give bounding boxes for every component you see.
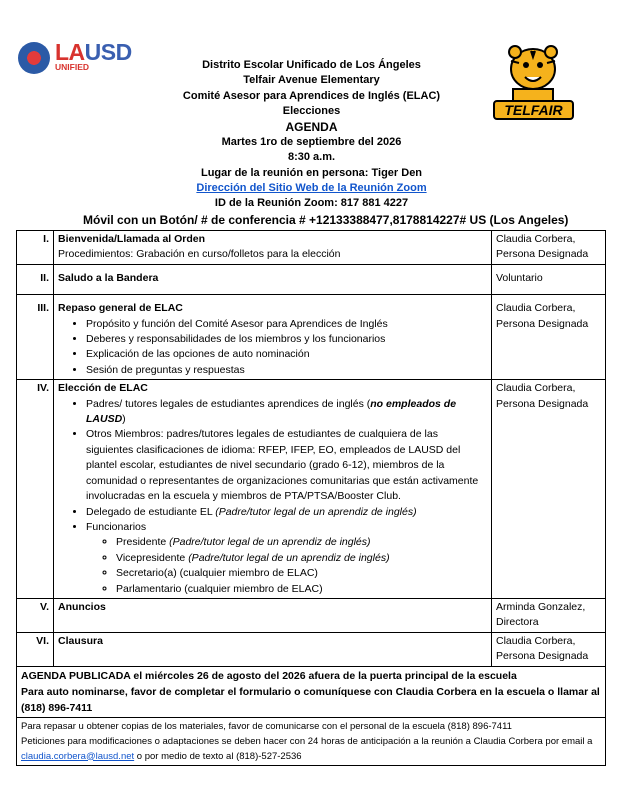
nomination-notice: Para auto nominarse, favor de completar el formulario o comuníquese con Claudia Corbera en la escuela o llamar al (818) 896-7411	[21, 685, 600, 714]
accommodations-note: Peticiones para modificaciones o adaptaciones se deben hacer con 24 horas de anticipación a la reunión a Claudia Corbera por email a claudia.corbera@lausd.net o por medio de texto al (818)-527-2536	[21, 735, 593, 762]
row-title: Clausura	[58, 634, 103, 647]
presenter-role: Persona Designada	[496, 248, 589, 261]
presenter-name: Arminda Gonzalez,	[496, 600, 586, 613]
presenter-role: Persona Designada	[496, 650, 589, 663]
meeting-date: Martes 1ro de septiembre del 2026	[221, 136, 402, 149]
footer-notice-row	[17, 666, 606, 717]
email-link[interactable]: claudia.corbera@lausd.net	[21, 750, 135, 762]
meeting-time: 8:30 a.m.	[287, 151, 336, 164]
sub-list-item: ◦ Parlamentario (cualquier miembro de ELAC)	[116, 582, 487, 597]
zoom-link[interactable]: Dirección del Sitio Web de la Reunión Zoom	[196, 182, 427, 195]
row-detail: Procedimientos: Grabación en curso/folletos para la elección	[58, 248, 341, 261]
list-item: • Propósito y función del Comité Asesor para Aprendices de Inglés	[86, 317, 487, 332]
sub-list-item: ◦ Secretario(a) (cualquier miembro de ELAC)	[116, 566, 487, 581]
event-name: Elecciones	[282, 104, 341, 117]
agenda-table	[16, 230, 606, 766]
meeting-location: Lugar de la reunión en persona: Tiger Den	[200, 166, 423, 179]
row-title: Saludo a la Bandera	[58, 271, 159, 284]
committee-name: Comité Asesor para Aprendices de Inglés (ELAC)	[182, 89, 441, 102]
row-title: Elección de ELAC	[58, 382, 148, 395]
row-title: Bienvenida/Llamada al Orden	[58, 233, 206, 245]
presenter-role: Directora	[496, 616, 539, 629]
footer-info-row	[17, 717, 606, 765]
list-item: • Sesión de preguntas y respuestas	[86, 363, 487, 378]
presenter-name: Claudia Corbera,	[496, 382, 576, 395]
agenda-row-3	[17, 295, 606, 380]
list-item: • Otros Miembros: padres/tutores legales de estudiantes de cualquiera de las siguientes clasificaciones de idioma: RFEP, IFEP, EO, empleados de LAUSD del plantel escolar, estudiantes de nivel secundario (grado 6-12), miembros de la comunidad o representantes de organizaciones comunitarias que están activamente involucradas en la escuela y miembros de PTA/PTSA/Booster Club.	[86, 427, 487, 504]
lausd-logo: LAUSD UNIFIED	[18, 42, 142, 76]
agenda-row-2	[17, 264, 606, 294]
materials-note: Para repasar u obtener copias de los materiales, favor de comunicarse con el personal de la escuela (818) 896-7411	[21, 720, 512, 732]
presenter-role: Persona Designada	[496, 317, 589, 330]
agenda-row-6	[17, 632, 606, 666]
list-item: • Deberes y responsabilidades de los miembros y los funcionarios	[86, 332, 487, 347]
sub-list-item: ◦ Vicepresidente (Padre/tutor legal de un aprendiz de inglés)	[116, 551, 487, 566]
presenter-name: Voluntario	[496, 271, 543, 284]
phone-conference: Móvil con un Botón/ # de conferencia # +12133388477,8178814227# US (Los Angeles)	[83, 213, 569, 227]
agenda-row-1	[17, 231, 606, 265]
row-number: IV.	[17, 380, 54, 599]
row-title: Repaso general de ELAC	[58, 302, 183, 315]
row-number: VI.	[17, 632, 54, 666]
sub-list-item: ◦ Presidente (Padre/tutor legal de un aprendiz de inglés)	[116, 535, 487, 550]
agenda-row-4	[17, 380, 606, 599]
row-number: II.	[17, 264, 54, 294]
row-title: Anuncios	[58, 600, 106, 613]
publish-notice: AGENDA PUBLICADA el miércoles 26 de agosto del 2026 afuera de la puerta principal de la escuela	[21, 669, 517, 682]
district-name: Distrito Escolar Unificado de Los Ángeles	[202, 59, 421, 71]
svg-text:TELFAIR: TELFAIR	[504, 102, 563, 118]
presenter-role: Persona Designada	[496, 397, 589, 410]
zoom-id: ID de la Reunión Zoom: 817 881 4227	[214, 197, 409, 210]
row-number: I.	[17, 231, 54, 265]
presenter-name: Claudia Corbera,	[496, 634, 576, 647]
presenter-name: Claudia Corbera,	[496, 233, 576, 245]
list-item: • Funcionarios ◦ Presidente (Padre/tutor legal de un aprendiz de inglés) ◦ Vicepresidente (Padre/tutor legal de un aprendiz de inglés) ◦ Secretario(a) (cualquier miembro de ELAC) ◦ Parlamentario (cualquier miembro de ELAC)	[86, 520, 487, 597]
list-item: • Padres/ tutores legales de estudiantes aprendices de inglés (no empleados de LAUSD)	[86, 397, 487, 428]
agenda-row-5	[17, 598, 606, 632]
presenter-name: Claudia Corbera,	[496, 302, 576, 315]
row-number: V.	[17, 598, 54, 632]
agenda-title: AGENDA	[285, 120, 338, 135]
list-item: • Explicación de las opciones de auto nominación	[86, 347, 487, 362]
school-name: Telfair Avenue Elementary	[243, 74, 380, 87]
row-number: III.	[17, 295, 54, 380]
meeting-header	[0, 58, 623, 212]
list-item: • Delegado de estudiante EL (Padre/tutor legal de un aprendiz de inglés)	[86, 505, 487, 520]
